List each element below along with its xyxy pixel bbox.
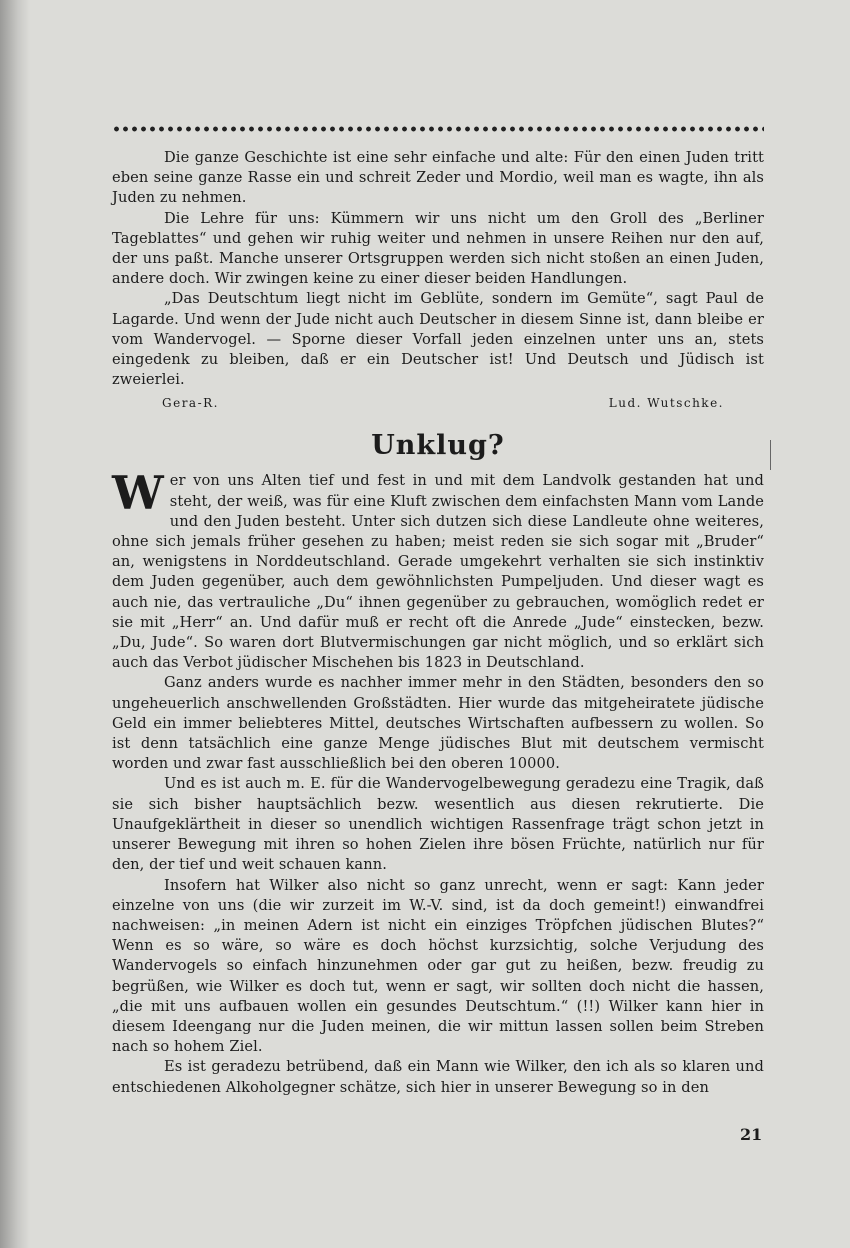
page-number: 21 [740,1125,763,1144]
paragraph-text: er von uns Alten tief und fest in und mit dem Landvolk gestanden hat und steht, der weiß, was für eine Kluft zwischen dem einfachsten Mann vom Lande und den Juden besteht. Unter sich dutzen sich diese Landleute ohne weiteres, ohne sich jemals früher gesehen zu haben; meist reden sie sich sogar mit „Bruder“ an, wenigstens in Norddeutschland. Gerade umgekehrt verhalten sie sich instinktiv dem Juden gegenüber, auch dem gewöhnlichsten Pumpeljuden. Und dieser wagt es auch nie, das vertrauliche „Du“ ihnen gegenüber zu gebrauchen, womöglich redet er sie mit „Herr“ an. Und dafür muß er recht oft die Anrede „Jude“ einstecken, bezw. „Du, Jude“. So waren dort Blutvermischungen gar nicht möglich, und so erklärt sich auch das Verbot jüdischer Mischehen bis 1823 in Deutschland. [112,472,764,672]
page-content [112,124,764,1098]
paragraph: Und es ist auch m. E. für die Wandervogelbewegung geradezu eine Tragik, daß sie sich bisher hauptsächlich bezw. wesentlich aus diesen rekrutierte. Die Unaufgeklärtheit in dieser so unendlich wichtigen Rassenfrage trägt schon jetzt in unserer Bewegung mit ihren so hohen Zielen ihre bösen Früchte, natürlich nur für den, der tief und weit schauen kann. [112,775,764,874]
paragraph: Die Lehre für uns: Kümmern wir uns nicht um den Groll des „Berliner Tageblattes“ und gehen wir ruhig weiter und nehmen in unsere Reihen nur den auf, der uns paßt. Manche unserer Ortsgruppen werden sich nicht stoßen an einen Juden, andere doch. Wir zwingen keine zu einer dieser beiden Handlungen. [112,209,764,288]
author-name: Lud. Wutschke. [608,396,724,411]
paragraph: Insofern hat Wilker also nicht so ganz unrecht, wenn er sagt: Kann jeder einzelne von uns (die wir zurzeit im W.-V. sind, ist da doch gemeint!) einwandfrei nachweisen: „in meinen Adern ist nicht ein einziges Tröpfchen jüdischen Blutes?“ Wenn es so wäre, so wäre es doch höchst kurzsichtig, solche Verjudung des Wandervogels so einfach hinzunehmen oder gar gut zu heißen, bezw. freudig zu begrüßen, wie Wilker es doch tut, wenn er sagt, wir sollten doch nicht die hassen, „die mit uns aufbauen wollen ein gesundes Deutschtum.“ (!!) Wilker kann hier in diesem Ideengang nur die Juden meinen, die wir mittun lassen sollen beim Streben nach so hohem Ziel. [112,876,764,1056]
signature-line [112,396,764,410]
ornamental-divider [112,124,764,134]
article-title: Unklug? [371,430,505,462]
place-name: Gera-R. [162,396,219,411]
paragraph: „Das Deutschtum liegt nicht im Geblüte, sondern im Gemüte“, sagt Paul de Lagarde. Und wenn der Jude nicht auch Deutscher in diesem Sinne ist, dann bleibe er vom Wandervogel. — Sporne dieser Vorfall jeden einzelnen unter uns an, stets eingedenk zu bleiben, daß er ein Deutscher ist! Und Deutsch und Jüdisch ist zweierlei. [112,290,764,389]
scan-mark [770,440,771,470]
paragraph: Die ganze Geschichte ist eine sehr einfache und alte: Für den einen Juden tritt eben seine ganze Rasse ein und schreit Zeder und Mordio, weil man es wagte, ihn als Juden zu nehmen. [112,149,764,207]
article-body [112,466,764,1097]
page-binding-shadow [0,0,30,1248]
drop-cap: W [112,466,164,521]
paragraph: Ganz anders wurde es nachher immer mehr in den Städten, besonders den so ungeheuerlich anschwellenden Großstädten. Hier wurde das mitgeheiratete jüdische Geld ein immer beliebteres Mittel, deutsches Wirtschaften aufbessern zu wollen. So ist denn tatsächlich eine ganze Menge jüdisches Blut mit deutschem vermischt worden und zwar fast ausschließlich bei den oberen 10000. [112,674,764,773]
first-paragraph [112,466,764,673]
previous-article-ending [112,148,764,410]
paragraph: Es ist geradezu betrübend, daß ein Mann wie Wilker, den ich als so klaren und entschiedenen Alkoholgegner schätze, sich hier in unserer Bewegung so in den [112,1058,764,1096]
